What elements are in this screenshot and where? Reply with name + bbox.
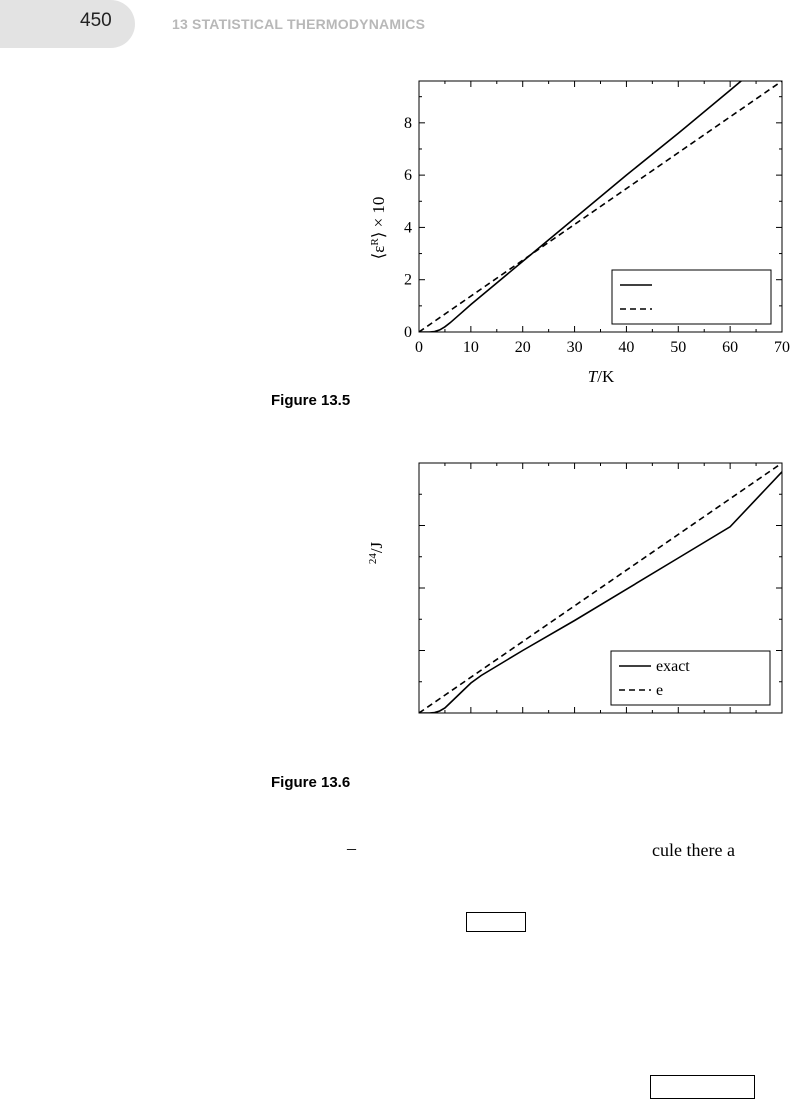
equation-box — [650, 1075, 755, 1099]
x-tick-label: 60 — [722, 339, 739, 356]
figure-13-6-label: Figure 13.6 — [271, 774, 351, 791]
x-tick-label: 0 — [415, 339, 423, 356]
x-tick-label: 70 — [774, 339, 790, 356]
text-fragment: cule there a — [652, 840, 735, 860]
y-tick-label: 0 — [404, 324, 412, 341]
equation-box — [466, 912, 526, 932]
y-tick-label: 2 — [404, 271, 412, 289]
figure-13-5-label: Figure 13.5 — [271, 392, 351, 409]
x-tick-label: 20 — [514, 339, 531, 356]
y-axis-label: $^{24}$/J — [367, 541, 386, 565]
x-tick-label: 30 — [566, 339, 583, 356]
page-number: 450 — [80, 10, 112, 31]
y-tick-label: 4 — [404, 219, 412, 237]
legend-box — [611, 651, 770, 705]
y-axis-label: $⟨\varepsilon^R⟩ \times 10$ — [369, 196, 388, 260]
x-axis-label: T/K — [587, 367, 615, 386]
y-tick-label: 6 — [404, 167, 412, 185]
legend-entry: exact — [656, 658, 690, 675]
x-tick-label: 40 — [618, 339, 635, 356]
y-tick-label: 8 — [404, 114, 412, 132]
x-tick-label: 50 — [670, 339, 687, 356]
legend-entry: e — [656, 682, 664, 699]
text-fragment: – — [347, 838, 356, 858]
x-tick-label: 10 — [462, 339, 479, 356]
running-head: 13 STATISTICAL THERMODYNAMICS — [172, 16, 426, 32]
